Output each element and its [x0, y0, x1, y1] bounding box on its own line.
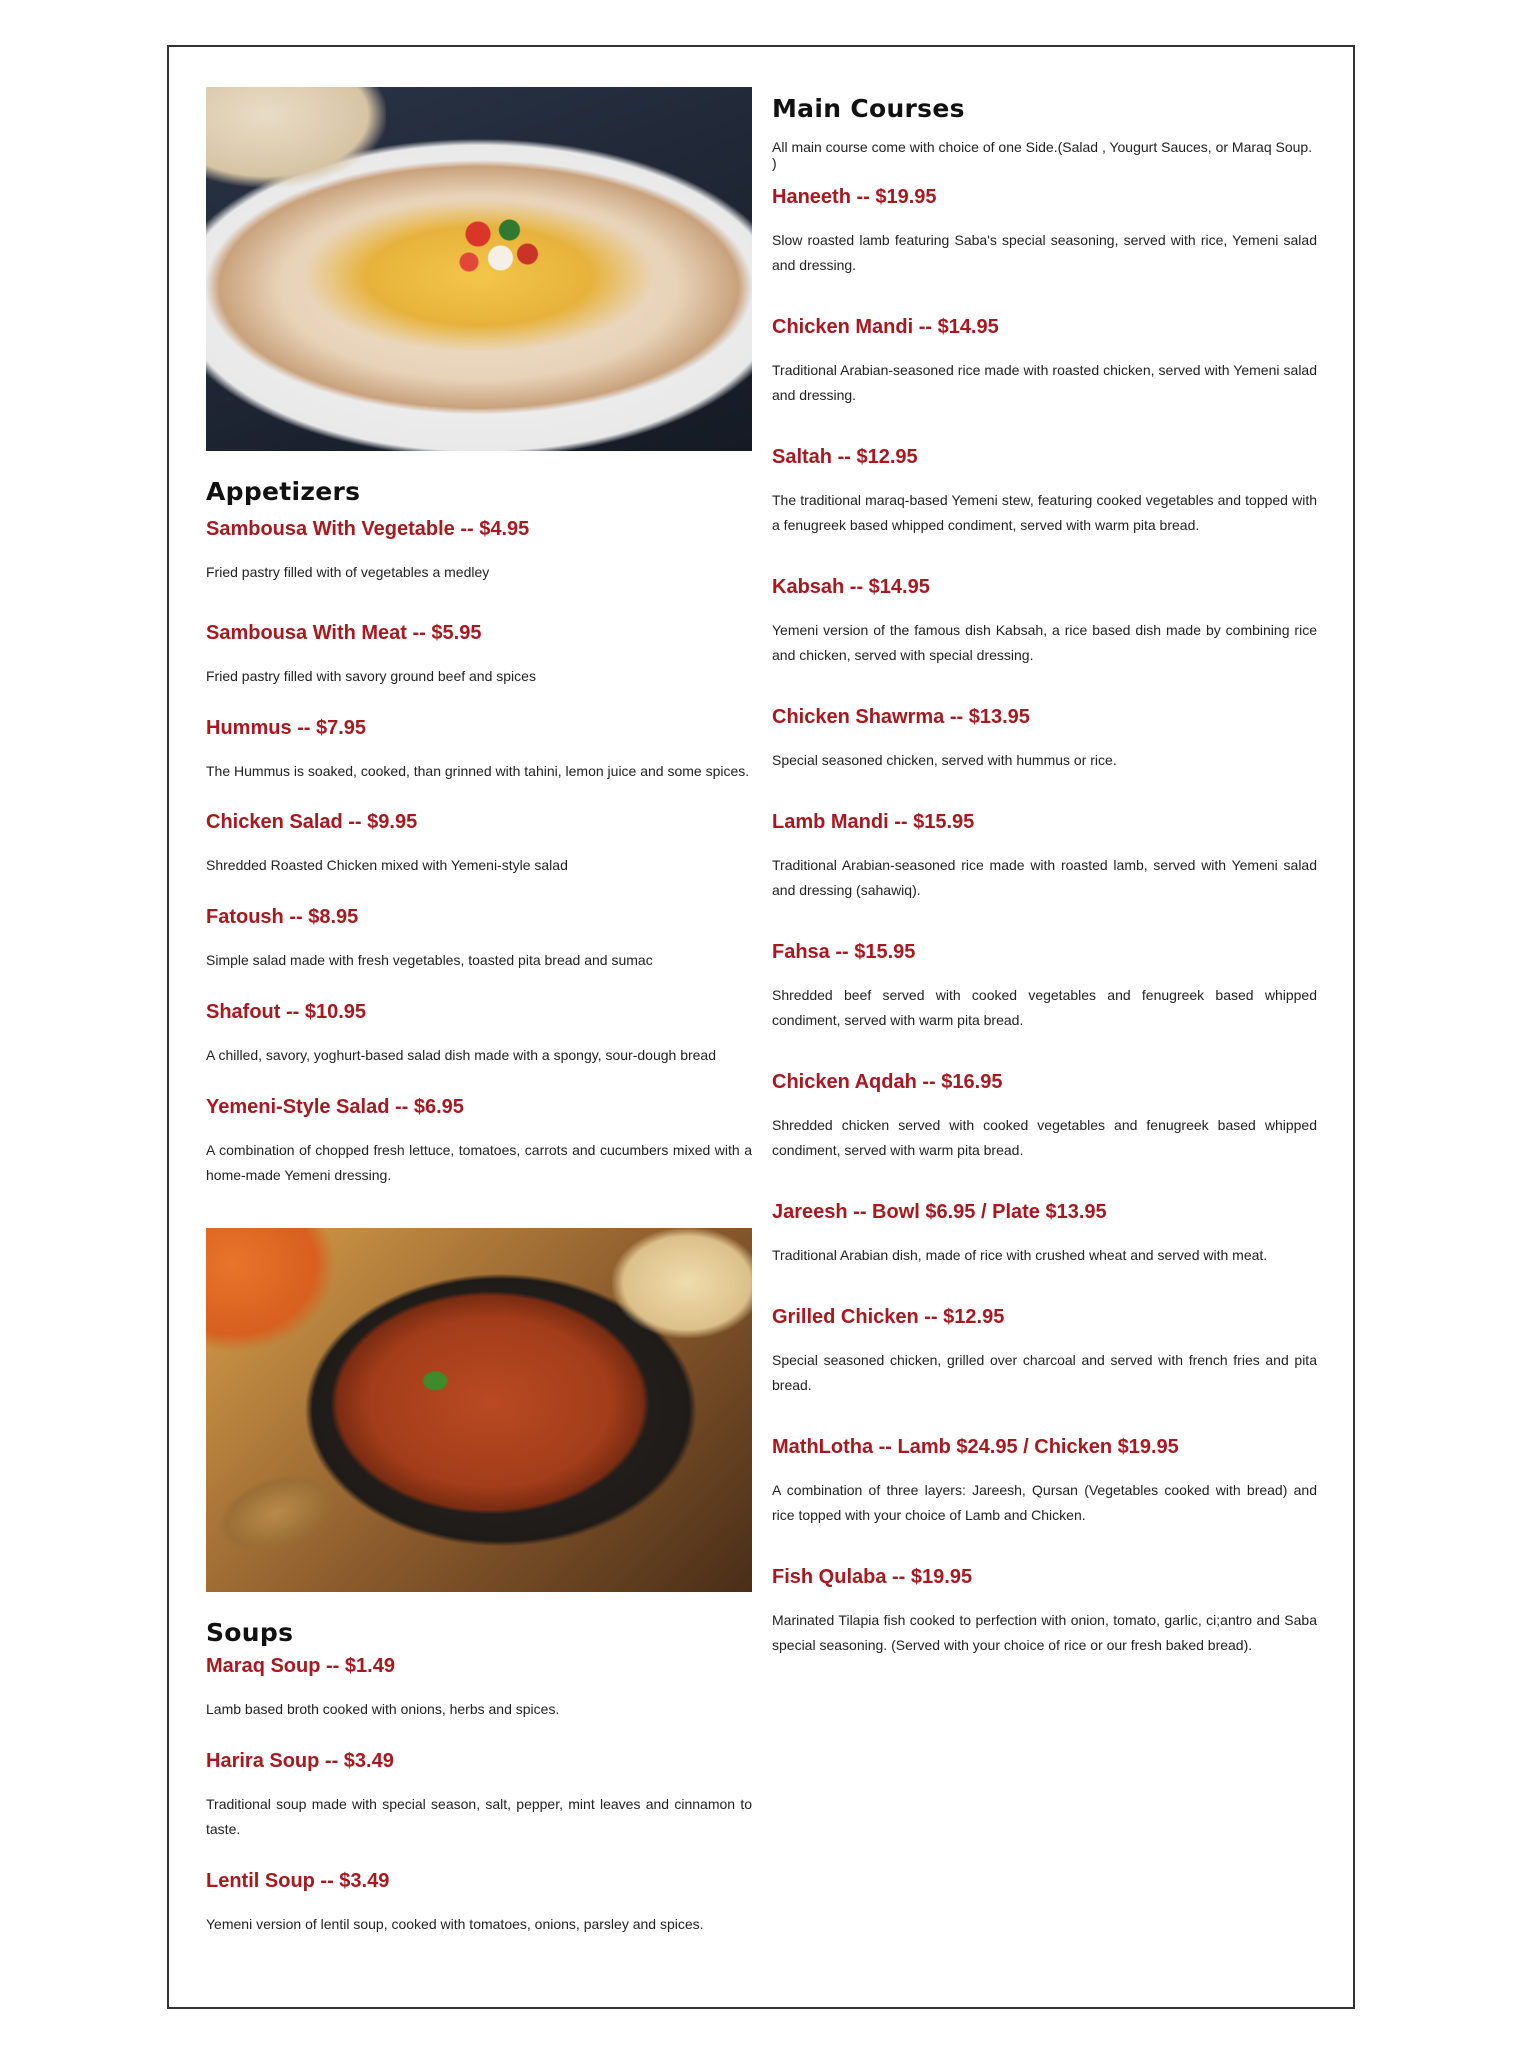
menu-item-description: A combination of three layers: Jareesh, Qursan (Vegetables cooked with bread) and rice topped with your choice of Lamb and Chicken.: [772, 1482, 1317, 1523]
menu-item-description: Shredded chicken served with cooked vegetables and fenugreek based whipped condiment, served with warm pita bread.: [772, 1117, 1317, 1158]
menu-item-description: Traditional Arabian dish, made of rice with crushed wheat and served with meat.: [772, 1247, 1268, 1263]
menu-item: [206, 1870, 752, 1937]
menu-item: [772, 1201, 1317, 1268]
menu-item: [772, 446, 1317, 538]
menu-item-title: Fahsa -- $15.95: [772, 941, 916, 963]
appetizers-list: [206, 518, 752, 1188]
menu-item: [772, 316, 1317, 408]
menu-item-description: Traditional Arabian-seasoned rice made with roasted chicken, served with Yemeni salad and dressing.: [772, 362, 1317, 403]
menu-item: [772, 186, 1317, 278]
menu-item-description: Marinated Tilapia fish cooked to perfection with onion, tomato, garlic, ci;antro and Saba special seasoning. (Served with your choice of rice or our fresh baked bread).: [772, 1612, 1317, 1653]
menu-item: [772, 941, 1317, 1033]
menu-item-title: Chicken Salad -- $9.95: [206, 811, 418, 833]
appetizers-heading: Appetizers: [206, 477, 361, 506]
menu-item-title: Jareesh -- Bowl $6.95 / Plate $13.95: [772, 1201, 1107, 1223]
menu-item: [206, 1001, 752, 1068]
soups-list: [206, 1655, 752, 1937]
menu-item: [206, 811, 752, 878]
menu-item: [772, 576, 1317, 668]
menu-item-description: Traditional Arabian-seasoned rice made with roasted lamb, served with Yemeni salad and dressing (sahawiq).: [772, 857, 1317, 898]
menu-item-description: The Hummus is soaked, cooked, than grinned with tahini, lemon juice and some spices.: [206, 763, 750, 779]
menu-item-description: A combination of chopped fresh lettuce, tomatoes, carrots and cucumbers mixed with a home-made Yemeni dressing.: [206, 1142, 752, 1183]
menu-item-title: Chicken Aqdah -- $16.95: [772, 1071, 1003, 1093]
menu-item-title: Maraq Soup -- $1.49: [206, 1655, 395, 1677]
menu-item-title: Fish Qulaba -- $19.95: [772, 1566, 973, 1588]
menu-item-description: Special seasoned chicken, served with hummus or rice.: [772, 752, 1117, 768]
menu-item: [772, 1566, 1317, 1658]
menu-item-title: Sambousa With Vegetable -- $4.95: [206, 518, 530, 540]
menu-item: [206, 1750, 752, 1842]
naan-bread-image: [612, 1228, 752, 1338]
menu-item-description: Yemeni version of lentil soup, cooked with tomatoes, onions, parsley and spices.: [206, 1916, 704, 1932]
right-column: [772, 87, 1317, 1658]
menu-item-description: Lamb based broth cooked with onions, herbs and spices.: [206, 1701, 560, 1717]
menu-item-title: Lentil Soup -- $3.49: [206, 1870, 390, 1892]
menu-item-title: Sambousa With Meat -- $5.95: [206, 622, 482, 644]
menu-item-title: Fatoush -- $8.95: [206, 906, 359, 928]
menu-item-description: Simple salad made with fresh vegetables, toasted pita bread and sumac: [206, 952, 653, 968]
menu-item-title: Chicken Shawrma -- $13.95: [772, 706, 1030, 728]
menu-item: [772, 811, 1317, 903]
menu-item-title: Yemeni-Style Salad -- $6.95: [206, 1096, 464, 1118]
menu-item-description: Slow roasted lamb featuring Saba's special seasoning, served with rice, Yemeni salad and dressing.: [772, 232, 1317, 273]
curry-photo: [206, 1228, 752, 1592]
menu-item-description: Shredded Roasted Chicken mixed with Yemeni-style salad: [206, 857, 568, 873]
menu-item-title: Shafout -- $10.95: [206, 1001, 367, 1023]
menu-item-description: The traditional maraq-based Yemeni stew, featuring cooked vegetables and topped with a fenugreek based whipped condiment, served with warm pita bread.: [772, 492, 1317, 533]
menu-item: [206, 622, 752, 689]
menu-item: [206, 717, 752, 784]
left-column: [206, 87, 752, 1937]
menu-item-title: Kabsah -- $14.95: [772, 576, 930, 598]
menu-item-description: Traditional soup made with special season, salt, pepper, mint leaves and cinnamon to taste.: [206, 1796, 752, 1837]
main-courses-intro: All main course come with choice of one Side.(Salad , Yougurt Sauces, or Maraq Soup. ): [772, 139, 1313, 171]
pita-bread-image: [206, 87, 386, 187]
menu-item-title: Haneeth -- $19.95: [772, 186, 937, 208]
menu-item-title: Lamb Mandi -- $15.95: [772, 811, 975, 833]
menu-item-description: A chilled, savory, yoghurt-based salad dish made with a spongy, sour-dough bread: [206, 1047, 717, 1063]
tomato-garnish-image: [451, 202, 541, 282]
menu-item-title: Hummus -- $7.95: [206, 717, 367, 739]
menu-item: [206, 518, 752, 585]
menu-item: [772, 706, 1317, 773]
menu-item-description: Yemeni version of the famous dish Kabsah, a rice based dish made by combining rice and chicken, served with special dressing.: [772, 622, 1317, 663]
menu-item: [772, 1306, 1317, 1398]
menu-item: [206, 1655, 752, 1722]
hummus-photo: [206, 87, 752, 451]
main-courses-heading: Main Courses: [772, 94, 965, 123]
menu-item-title: Harira Soup -- $3.49: [206, 1750, 394, 1772]
wooden-spoon-image: [208, 1460, 345, 1567]
menu-item-title: Grilled Chicken -- $12.95: [772, 1306, 1005, 1328]
menu-item: [772, 1071, 1317, 1163]
menu-item: [206, 1096, 752, 1188]
menu-item-description: Fried pastry filled with savory ground beef and spices: [206, 668, 536, 684]
menu-item-title: Saltah -- $12.95: [772, 446, 918, 468]
menu-item-description: Special seasoned chicken, grilled over charcoal and served with french fries and pita bread.: [772, 1352, 1317, 1393]
menu-item-title: MathLotha -- Lamb $24.95 / Chicken $19.95: [772, 1436, 1179, 1458]
main-courses-list: [772, 186, 1317, 1658]
menu-item-description: Shredded beef served with cooked vegetables and fenugreek based whipped condiment, served with warm pita bread.: [772, 987, 1317, 1028]
menu-item-description: Fried pastry filled with of vegetables a medley: [206, 564, 490, 580]
menu-item: [772, 1436, 1317, 1528]
menu-item: [206, 906, 752, 973]
soups-heading: Soups: [206, 1618, 294, 1647]
menu-item-title: Chicken Mandi -- $14.95: [772, 316, 999, 338]
